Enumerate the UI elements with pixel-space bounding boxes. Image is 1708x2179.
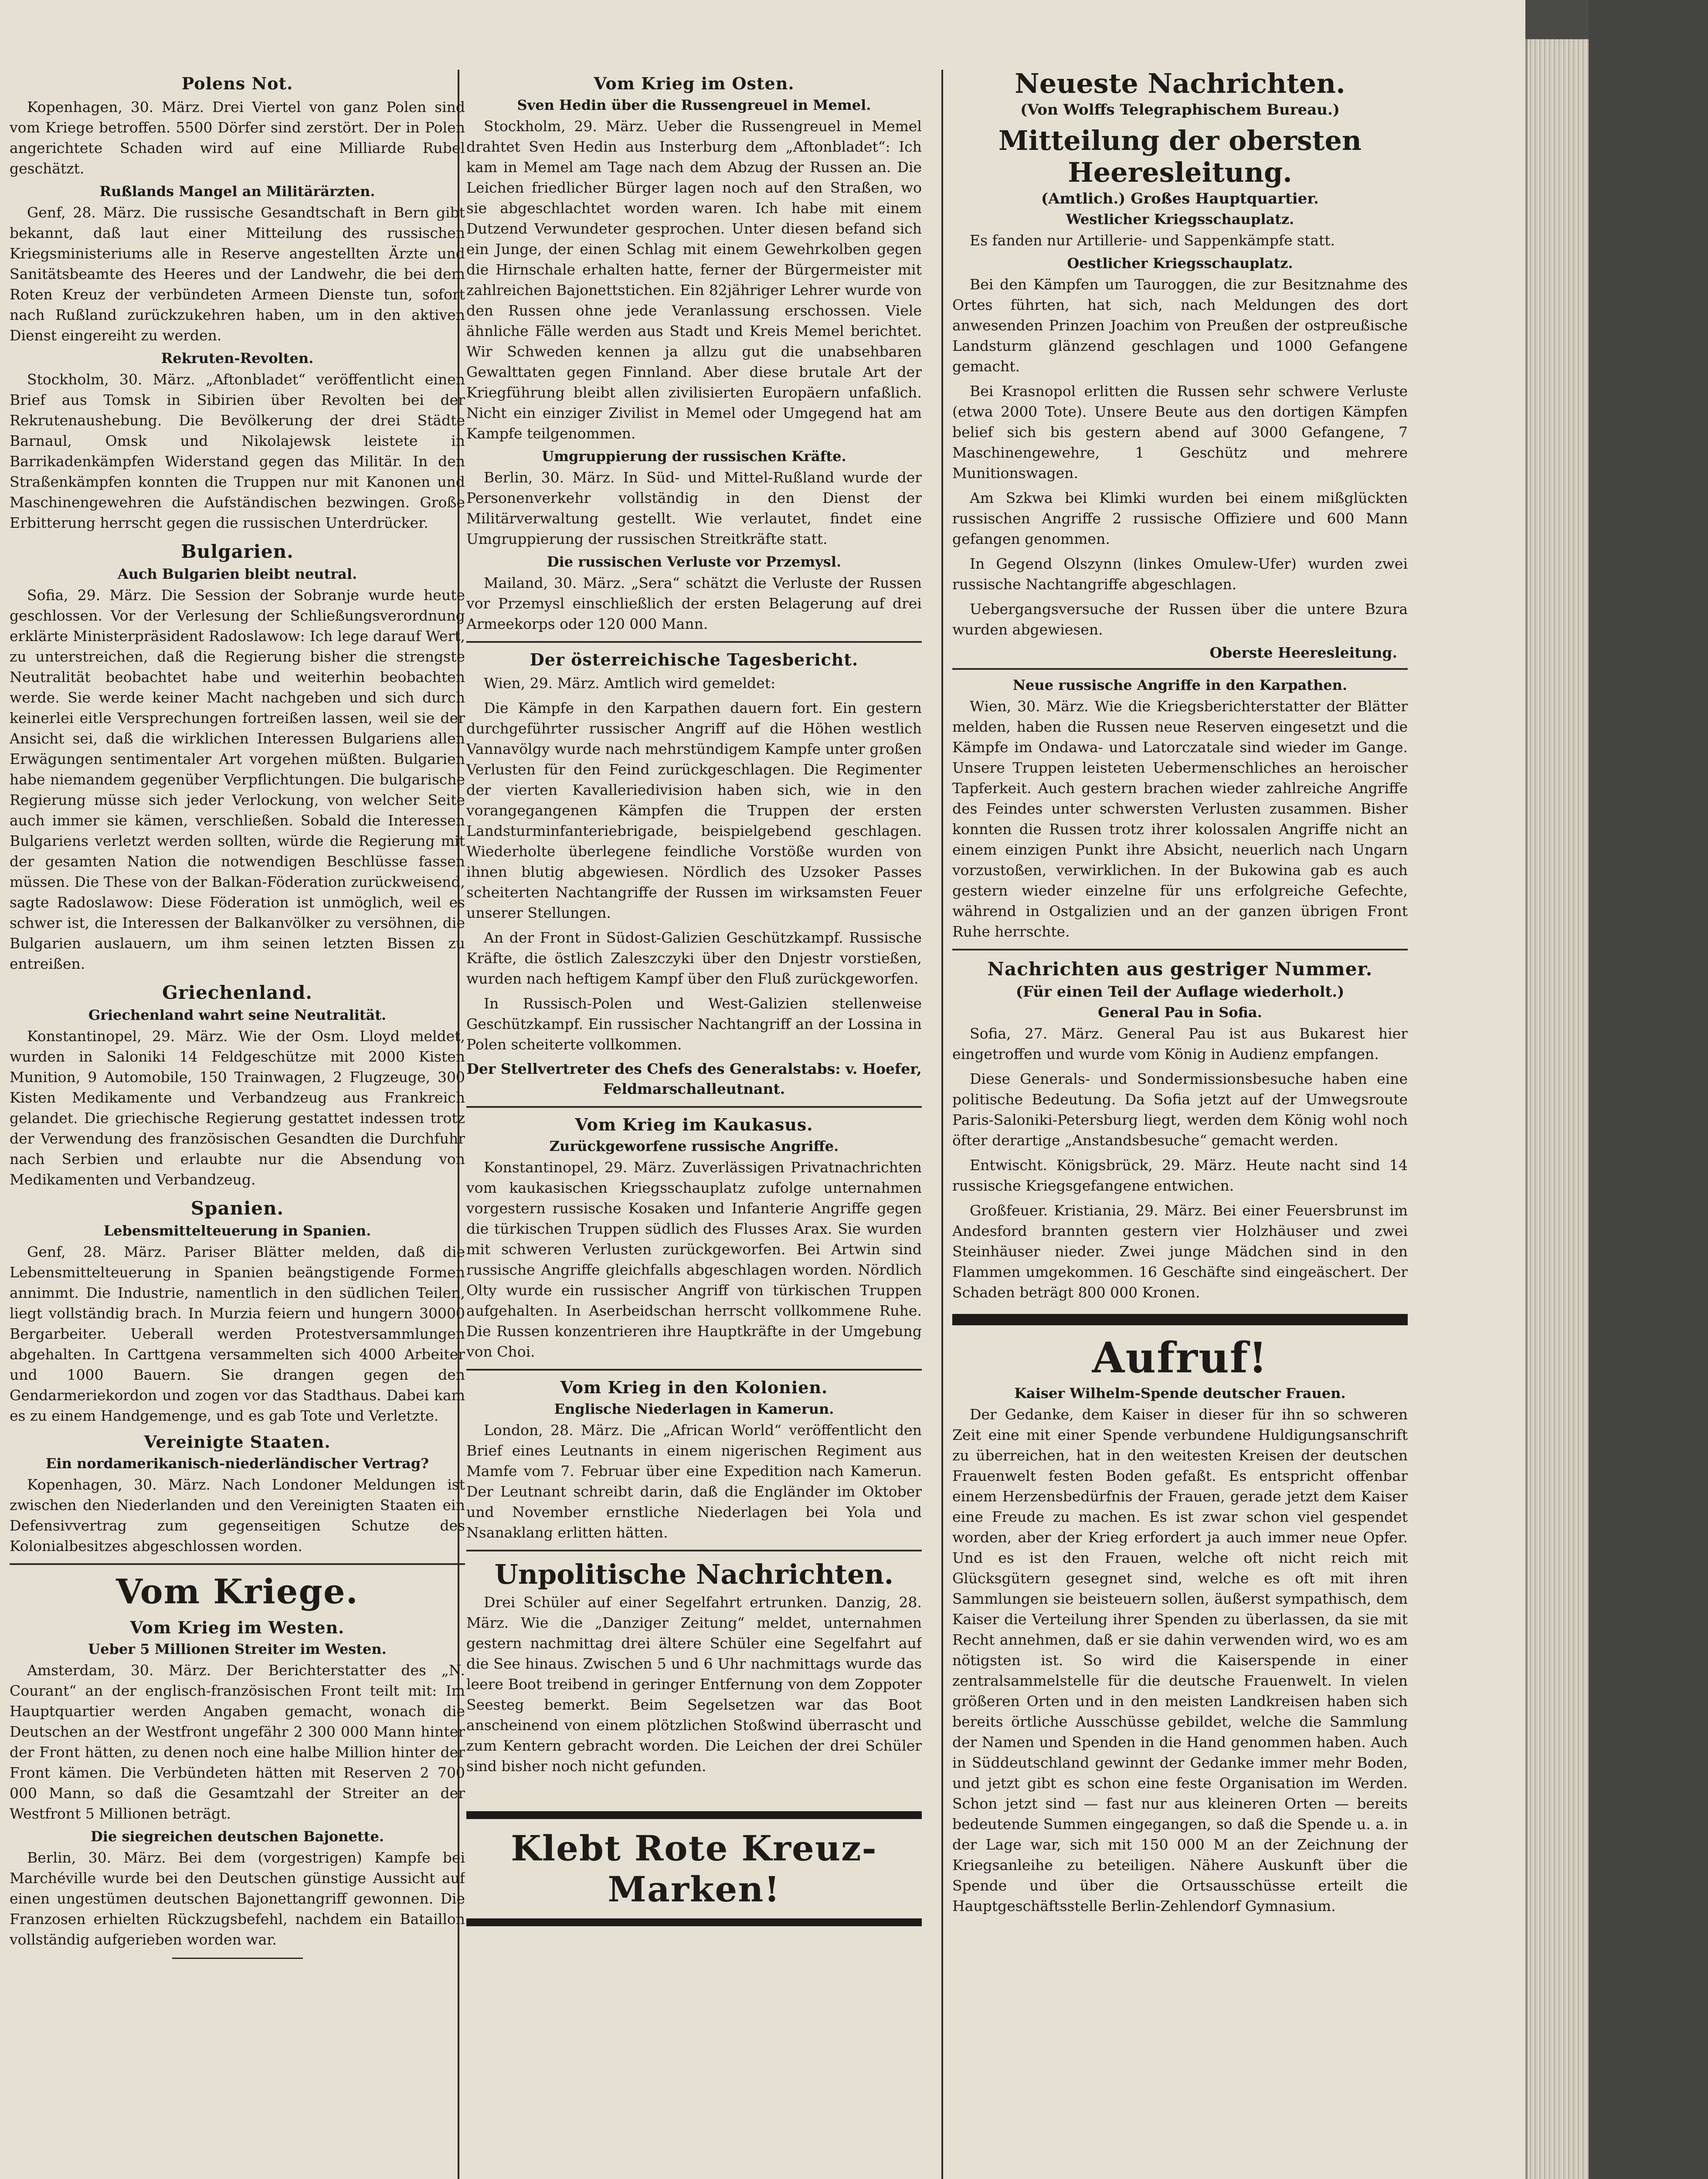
- article-text: Die Kämpfe in den Karpathen dauern fort. Ein gestern durchgeführter russischer Angriff auf die Höhen westlich Vannavölgy wurde nach mehrstündigem Kampfe unter großen Verlusten für den Feind zurückgeschlagen. Die Regimenter der vierten Kavalleriedivision haben sich, wie in den vorangegangenen Kämpfen die Truppen der ersten Landsturminfanteriebrigade, beispielgebend geschlagen. Wiederholte überlegene feindliche Vorstöße wurden von ihnen blutig abgewiesen. Nördlich des Uzsoker Passes scheiterten Nachtangriffe der Russen im wirksamsten Feuer unserer Stellungen.: [466, 699, 922, 921]
- column-middle: [466, 68, 922, 2179]
- column-rule: [941, 70, 943, 2179]
- divider: [952, 668, 1408, 670]
- article-text: Stockholm, 29. März. Ueber die Russengreuel in Memel drahtet Sven Hedin aus Insterburg dem „Aftonbladet“: Ich kam in Memel am Tage nach dem Abzug der Russen an. Die Leichen friedlicher Bürger lagen noch auf den Straßen, wo sie abgeschlachtet worden waren. Ich habe mit einem Dutzend Verwundeter gesprochen. Unter diesen befand sich ein Junge, der einen Schlag mit einem Gewehrkolben gegen die Hirnschale erhalten hatte, ferner der Bürgermeister mit zahlreichen Bajonettstichen. Ein 82jähriger Lehrer wurde von den Russen ohne jede Veranlassung erschossen. Viele ähnliche Fälle werden aus Stadt und Kreis Memel berichtet. Wir Schweden kennen ja allzu gut die unabsehbaren Gewalttaten gegen Finnland. Aber diese brutale Art der Kriegführung bleibt allen zivilisierten Europäern unfaßlich. Nicht ein einziger Zivilist in Memel oder Umgegend hat am Kampfe teilgenommen.: [466, 118, 922, 442]
- background: [1589, 0, 1708, 2179]
- article-text: Konstantinopel, 29. März. Zuverlässigen Privatnachrichten vom kaukasischen Kriegsschauplatz zufolge unternahmen vorgestern russische Kosaken und Infanterie Angriffe gegen die türkischen Truppen südlich des Flusses Arax. Sie wurden mit schweren Verlusten zurückgeworfen. Bei Artwin sind russische Angriffe gleichfalls abgeschlagen worden. Nördlich Olty wurde ein russischer Angriff von türkischen Truppen aufgehalten. In Aserbeidschan herrscht vollkommene Ruhe. Die Russen konzentrieren ihre Hauptkräfte in der Umgebung von Choi.: [466, 1159, 922, 1360]
- title-neueste: Neueste Nachrichten.: [1015, 68, 1345, 99]
- signature: Der Stellvertreter des Chefs des Generalstabs: v. Hoefer, Feldmarschalleutnant.: [466, 1060, 922, 1097]
- signature: Oberste Heeresleitung.: [1209, 644, 1397, 661]
- subheading: Zurückgeworfene russische Angriffe.: [549, 1138, 839, 1154]
- heading-osten: Vom Krieg im Osten.: [594, 74, 795, 93]
- divider: [172, 1958, 303, 1959]
- subheading: Ein nordamerikanisch-niederländischer Vertrag?: [46, 1455, 429, 1472]
- title-aufruf: Aufruf!: [1092, 1333, 1268, 1382]
- divider: [952, 1314, 1408, 1325]
- heading-griechenland: Griechenland.: [162, 982, 312, 1003]
- article-text: Uebergangsversuche der Russen über die untere Bzura wurden abgewiesen.: [952, 601, 1408, 638]
- subheading: Die siegreichen deutschen Bajonette.: [91, 1828, 384, 1845]
- article-text: Kopenhagen, 30. März. Drei Viertel von ganz Polen sind vom Kriege betroffen. 5500 Dörfer sind zerstört. Der in Polen angerichtete Schaden wird auf eine Milliarde Rubel geschätzt.: [10, 98, 465, 177]
- subheading: Oestlicher Kriegsschauplatz.: [1067, 255, 1293, 272]
- article-text: Konstantinopel, 29. März. Wie der Osm. Lloyd meldet, wurden in Saloniki 14 Feldgeschütze mit 2000 Kisten Munition, 9 Automobile, 150 Trainwagen, 2 Flugzeuge, 300 Kisten Medikamente und Verbandzeug aus Frankreich gelandet. Die griechische Regierung gestattet indessen trotz der Verwendung des französischen Gesandten die Durchfuhr nach Serbien und erlaubte nur die Absendung von Medikamenten und Verbandzeug.: [10, 1028, 465, 1188]
- subheading-russland: Rußlands Mangel an Militärärzten.: [99, 183, 375, 200]
- divider: [466, 1106, 922, 1108]
- divider: [952, 949, 1408, 950]
- subheading-rekruten: Rekruten-Revolten.: [161, 350, 314, 367]
- article-text: Mailand, 30. März. „Sera“ schätzt die Verluste der Russen vor Przemysl einschließlich der ersten Belagerung auf drei Armeekorps oder 120 000 Mann.: [466, 574, 922, 632]
- divider: [466, 1369, 922, 1371]
- title-vom-kriege: Vom Kriege.: [116, 1572, 359, 1612]
- subheading: Westlicher Kriegsschauplatz.: [1066, 211, 1294, 227]
- article-text: In Russisch-Polen und West-Galizien stellenweise Geschützkampf. Ein russischer Nachtangriff an der Lossina in Polen scheiterte vollkommen.: [466, 995, 922, 1053]
- article-text: Kopenhagen, 30. März. Nach Londoner Meldungen ist zwischen den Niederlanden und den Vereinigten Staaten ein Defensivvertrag zum gegenseitigen Schutze des Kolonialbesitzes abgeschlossen worden.: [10, 1476, 465, 1554]
- heading-bulgarien: Bulgarien.: [181, 541, 294, 562]
- subheading: Griechenland wahrt seine Neutralität.: [88, 1007, 387, 1023]
- article-text: Amsterdam, 30. März. Der Berichterstatter des „N. Courant“ an der englisch-französischen Front teilt mit: Im Hauptquartier werden Angaben gemacht, wonach die Deutschen an der Westfront ungefähr 2 300 000 Mann hinter der Front hätten, zu denen noch eine halbe Million hinter der Front kämen. Die Verbündeten hätten mit Reserven 2 700 000 Mann, so daß die Gesamtzahl der Streiter an der Westfront 5 Millionen beträgt.: [10, 1662, 465, 1822]
- subheading: Sven Hedin über die Russengreuel in Memel.: [517, 97, 871, 113]
- subheading: General Pau in Sofia.: [1098, 1004, 1262, 1021]
- article-text: Wien, 30. März. Wie die Kriegsberichterstatter der Blätter melden, haben die Russen neue Reserven eingesetzt und die Kämpfe im Ondawa- und Latorczatale sind wieder im Gange. Unsere Truppen leisteten Uebermenschliches an heroischer Tapferkeit. Auch gestern brachen wieder zahlreiche Angriffe des Feindes unter schwersten Verlusten zusammen. Bisher konnten die Russen trotz ihrer kolossalen Angriffe nicht an einem einzigen Punkt ihre Absicht, neuerlich nach Ungarn vorzustoßen, verwirklichen. In der Bukowina gab es auch gestern wieder einzelne für uns erfolgreiche Gefechte, während in Ostgalizien und an der ganzen übrigen Front Ruhe herrschte.: [952, 698, 1408, 940]
- heading-polen: Polens Not.: [181, 74, 293, 93]
- article-text: Großfeuer. Kristiania, 29. März. Bei einer Feuersbrunst im Andesford brannten gestern vier Holzhäuser und zwei Steinhäuser nieder. Zwei junge Mädchen sind in den Flammen umgekommen. 16 Geschäfte sind eingeäschert. Der Schaden beträgt 800 000 Kronen.: [952, 1202, 1408, 1301]
- subheading: Englische Niederlagen in Kamerun.: [554, 1401, 834, 1417]
- subheading: Lebensmittelteuerung in Spanien.: [103, 1222, 371, 1239]
- heading-kolonien: Vom Krieg in den Kolonien.: [560, 1378, 828, 1397]
- article-text: Diese Generals- und Sondermissionsbesuche haben eine politische Bedeutung. Da Sofia jetzt auf der Umwegsroute Paris-Saloniki-Petersburg liegt, werden dem König wohl noch öfter derartige „Anstandsbesuche“ gemacht werden.: [952, 1070, 1408, 1149]
- subheading: Neue russische Angriffe in den Karpathen.: [1012, 677, 1348, 693]
- column-left: [10, 68, 465, 2179]
- article-text: London, 28. März. Die „African World“ veröffentlicht den Brief eines Leutnants in einem nigerischen Regiment aus Mamfe vom 7. Februar über eine Expedition nach Kamerun. Der Leutnant schreibt darin, daß die Engländer im Oktober und November ernstliche Niederlagen bei Yola und Nsanaklang erlitten hätten.: [466, 1422, 922, 1541]
- article-text: Wien, 29. März. Amtlich wird gemeldet:: [484, 675, 776, 692]
- article-text: Berlin, 30. März. In Süd- und Mittel-Rußland wurde der Personenverkehr vollständig in den Dienst der Militärverwaltung gestellt. Wie verlautet, findet eine Umgruppierung der russischen Streitkräfte statt.: [466, 469, 922, 547]
- article-text: Genf, 28. März. Pariser Blätter melden, daß die Lebensmittelteuerung in Spanien beängstigende Formen annimmt. Die Industrie, namentlich in den südlichen Teilen, liegt vollständig brach. In Murzia feiern und hungern 30000 Bergarbeiter. Ueberall werden Protestversammlungen abgehalten. In Carttgena versammelten sich 4000 Arbeiter und 1000 Bauern. Sie drangen gegen den Gendarmeriekordon und zogen vor das Stadthaus. Dabei kam es zu einem Handgemenge, und es gab Tote und Verletzte.: [10, 1243, 465, 1424]
- article-text: Genf, 28. März. Die russische Gesandtschaft in Bern gibt bekannt, daß laut einer Mitteilung des russischen Kriegsministeriums alle in Reserve angestellten Ärzte und Sanitätsbeamte des Heeres und der Landwehr, die bei dem Roten Kreuz der verbündeten Armeen Dienste tun, sofort nach Rußland zurückzukehren haben, um in den aktiven Dienst eingereiht zu werden.: [10, 204, 465, 344]
- article-text: In Gegend Olszynn (linkes Omulew-Ufer) wurden zwei russische Nachtangriffe abgeschlagen.: [952, 555, 1408, 593]
- column-right: [952, 68, 1408, 2179]
- title-gestrig: Nachrichten aus gestriger Nummer.: [987, 958, 1373, 980]
- article-text: Drei Schüler auf einer Segelfahrt ertrunken. Danzig, 28. März. Wie die „Danziger Zeitung“ meldet, unternahmen gestern nachmittag drei ältere Schüler eine Segelfahrt auf die See hinaus. Zwischen 5 und 6 Uhr nachmittags wurde das leere Boot treibend in geringer Entfernung von dem Zoppoter Seesteg bemerkt. Beim Segelsetzen war das Boot anscheinend von einem plötzlichen Stoßwind überrascht und zum Kentern gebracht worden. Die Leichen der drei Schüler sind bisher noch nicht gefunden.: [466, 1594, 922, 1775]
- article-text: Bei den Kämpfen um Tauroggen, die zur Besitznahme des Ortes führten, hat sich, nach Meldungen des dort anwesenden Prinzen Joachim von Preußen der ostpreußische Landsturm glänzend geschlagen und 1000 Gefangene gemacht.: [952, 276, 1408, 375]
- article-text: An der Front in Südost-Galizien Geschützkampf. Russische Kräfte, die östlich Zaleszczyki über den Dnjestr vorstießen, wurden nach heftigem Kampf über den Fluß zurückgeworfen.: [466, 929, 922, 987]
- title-mitteilung: Mitteilung der obersten Heeresleitung.: [998, 125, 1362, 188]
- heading-kaukasus: Vom Krieg im Kaukasus.: [575, 1115, 813, 1134]
- red-cross-banner: Klebt Rote Kreuz-Marken!: [466, 1811, 922, 1926]
- heading-staaten: Vereinigte Staaten.: [144, 1432, 331, 1452]
- page-edges: [1525, 39, 1591, 2179]
- subheading: Kaiser Wilhelm-Spende deutscher Frauen.: [1014, 1385, 1346, 1402]
- article-text: Es fanden nur Artillerie- und Sappenkämpfe statt.: [970, 232, 1335, 249]
- article-text: Am Szkwa bei Klimki wurden bei einem mißglückten russischen Angriffe 2 russische Offiziere und 600 Mann gefangen genommen.: [952, 489, 1408, 547]
- article-text: Entwischt. Königsbrück, 29. März. Heute nacht sind 14 russische Kriegsgefangene entwichen.: [952, 1157, 1408, 1194]
- heading-spanien: Spanien.: [190, 1198, 284, 1219]
- article-text: Der Gedanke, dem Kaiser in dieser für ihn so schweren Zeit eine mit einer Spende verbundene Huldigungsanschrift zu überreichen, hat in den weitesten Kreisen der deutschen Frauenwelt festen Boden gefaßt. Es entspricht offenbar einem Herzensbedürfnis der Frauen, gerade jetzt dem Kaiser eine Freude zu machen. Es ist zwar schon viel gespendet worden, aber der Krieg erfordert ja auch immer neue Opfer. Und es ist den Frauen, welche oft nicht reich mit Glücksgütern gesegnet sind, welche es oft mit ihren Sammlungen sie beisteuern sollen, äußerst sympathisch, dem Kaiser die Verteilung ihrer Spenden zu überlassen, da sie mit Recht annehmen, daß er sie dahin verwenden wird, wo es am nötigsten ist. So wird die Kaiserspende in einer zentralsammelstelle für die deutsche Frauenwelt. In vielen größeren Orten und in den meisten Landkreisen haben sich bereits örtliche Ausschüsse gebildet, welche die Sammlung der Namen und Spenden in die Hand genommen haben. Auch in Süddeutschland gewinnt der Gedanke immer mehr Boden, und jetzt gibt es schon eine feste Organisation im Werden. Schon jetzt sind — fast nur aus kleineren Orten — bereits bedeutende Summen eingegangen, so daß die Spende u. a. in der Lage war, sich mit 150 000 M an der Zeichnung der Kriegsanleihe zu beteiligen. Nähere Auskunft über die Spende und über die Ortsausschüsse erteilt die Hauptgeschäftsstelle Berlin-Zehlendorf Gymnasium.: [952, 1406, 1408, 1914]
- subtitle: (Amtlich.) Großes Hauptquartier.: [1041, 190, 1319, 207]
- article-text: Berlin, 30. März. Bei dem (vorgestrigen) Kampfe bei Marchéville wurde bei den Deutschen günstige Aussicht auf einen ungestümen deutschen Bajonettangriff gewonnen. Die Franzosen erhielten Rückzugsbefehl, nachdem ein Bataillon vollständig aufgerieben worden war.: [10, 1849, 465, 1948]
- subheading: Ueber 5 Millionen Streiter im Westen.: [88, 1641, 387, 1657]
- article-text: Stockholm, 30. März. „Aftonbladet“ veröffentlicht einen Brief aus Tomsk in Sibirien über Revolten bei der Rekrutenaushebung. Die Bevölkerung der drei Städte Barnaul, Omsk und Nikolajewsk leistete in Barrikadenkämpfen Widerstand gegen das Militär. In den Straßenkämpfen konnten die Truppen nur mit Kanonen und Maschinengewehren die Aufständischen bezwingen. Große Erbitterung herrscht gegen die russischen Unterdrücker.: [10, 371, 465, 531]
- subheading: Auch Bulgarien bleibt neutral.: [117, 566, 357, 582]
- heading-oesterreich: Der österreichische Tagesbericht.: [530, 650, 859, 669]
- article-text: Sofia, 29. März. Die Session der Sobranje wurde heute geschlossen. Vor der Verlesung der Schließungsverordnung erklärte Ministerpräsident Radoslawow: Ich lege darauf Wert, zu unterstreichen, daß die Regierung bisher die strengste Neutralität beobachtet habe und weiterhin beobachten werde. Sie werde keiner Macht nachgeben und sich durch keinerlei eitle Versprechungen fortreißen lassen, weil sie der Ansicht sei, daß die wirklichen Interessen Bulgariens allen Erwägungen sentimentaler Art vorgehen müßten. Bulgarien habe niemandem gegenüber Verpflichtungen. Die bulgarische Regierung müsse sich jeder Verlockung, von welcher Seite auch immer sie kämen, verschließen. Sobald die Interessen Bulgariens verletzt werden sollten, würde die Regierung mit der gesamten Nation die notwendigen Beschlüsse fassen müssen. Die These von der Balkan-Föderation zurückweisend, sagte Radoslawow: Diese Föderation ist unmöglich, weil es schwer ist, die Interessen der Balkanvölker zu versöhnen, die Bulgarien auslauern, um ihm seinen letzten Bissen zu entreißen.: [10, 587, 465, 972]
- article-text: Bei Krasnopol erlitten die Russen sehr schwere Verluste (etwa 2000 Tote). Unsere Beute aus den dortigen Kämpfen belief sich bis gestern abend auf 3000 Gefangene, 7 Maschinengewehre, 1 Geschütz und mehrere Munitionswagen.: [952, 383, 1408, 482]
- subtitle-wolff: (Von Wolffs Telegraphischem Bureau.): [1020, 101, 1340, 119]
- subtitle: (Für einen Teil der Auflage wiederholt.): [1015, 983, 1345, 1001]
- subheading: Umgruppierung der russischen Kräfte.: [542, 448, 846, 465]
- divider: [466, 641, 922, 643]
- article-text: Sofia, 27. März. General Pau ist aus Bukarest hier eingetroffen und wurde vom König in Audienz empfangen.: [952, 1025, 1408, 1062]
- subheading: Die russischen Verluste vor Przemysl.: [547, 553, 842, 570]
- divider: [466, 1550, 922, 1551]
- title-unpolitisch: Unpolitische Nachrichten.: [494, 1558, 894, 1590]
- divider: [10, 1563, 465, 1565]
- heading-westen: Vom Krieg im Westen.: [130, 1618, 345, 1637]
